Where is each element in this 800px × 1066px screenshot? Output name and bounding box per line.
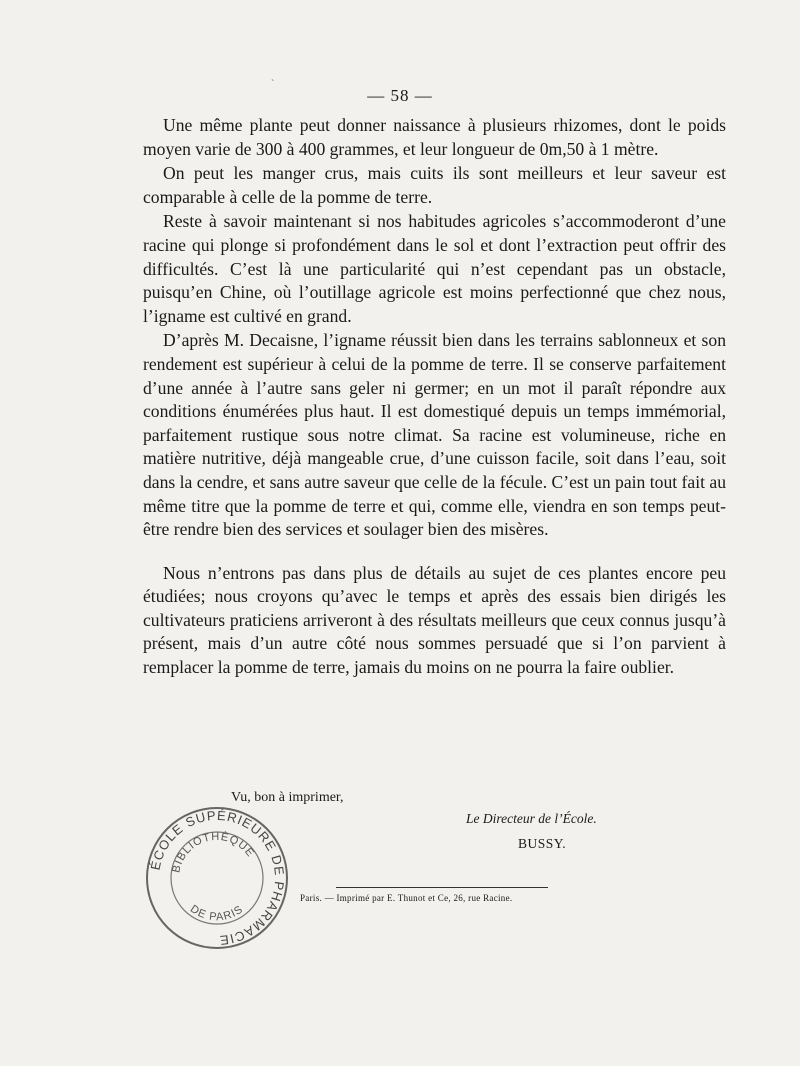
- stray-mark: ˋ: [271, 79, 275, 90]
- library-stamp: [144, 805, 290, 951]
- paragraph-decaisne: D’après M. Decaisne, l’igname réussit bien dans les terrains sablonneux et son rendement est supérieur à celui de la pomme de terre. Il se conserve parfaitement d’une année à l’autre sans geler ni germer; en un mot il paraît répondre aux conditions énumérées plus haut. Il est domestiqué depuis un temps immémorial, parfaitement rustique sous notre climat. Sa racine est volumineuse, riche en matière nutritive, déjà mangeable crue, d’une cuisson facile, soit dans l’eau, soit dans la cendre, et sans autre saveur que celle de la fécule. C’est un pain tout fait au même titre que la pomme de terre et qui, comme elle, viendra en son temps peut-être rendre bien des services et soulager bien des misères.: [143, 330, 726, 540]
- director-signature: BUSSY.: [518, 836, 567, 851]
- paragraph-conclusion: Nous n’entrons pas dans plus de détails au sujet de ces plantes encore peu étudiées; nous croyons qu’avec le temps et après des essais bien dirigés les cultivateurs praticiens arriveront à des résultats meilleurs que ceux connus jusqu’à présent, mais d’un autre côté nous sommes persuadé que si l’on parvient à remplacer la pomme de terre, jamais du moins on ne pourra la faire oublier.: [143, 562, 726, 678]
- svg-text:ÉCOLE SUPÉRIEURE DE PHARMACIE: ÉCOLE SUPÉRIEURE DE PHARMACIE: [147, 807, 288, 949]
- svg-text:DE PARIS: DE PARIS: [187, 902, 246, 924]
- paragraph-agriculture: Reste à savoir maintenant si nos habitudes agricoles s’accommoderont d’une racine qui plonge si profondément dans le sol et dont l’extraction peut offrir des difficultés. C’est là une particularité qui n’est cependant pas un obstacle, puisqu’en Chine, où l’outillage agricole est moins perfectionné que chez nous, l’igname est cultivé en grand.: [143, 211, 726, 326]
- page-number: — 58 —: [367, 86, 433, 105]
- body-text: [143, 114, 726, 681]
- svg-text:BIBLIOTHÈQUE: BIBLIOTHÈQUE: [170, 830, 257, 874]
- imprimatur-line: Vu, bon à imprimer,: [231, 790, 344, 805]
- director-title: Le Directeur de l’École.: [466, 811, 597, 826]
- printer-line: Paris. — Imprimé par E. Thunot et Ce, 26, rue Racine.: [300, 893, 513, 903]
- paragraph-rhizomes: Une même plante peut donner naissance à plusieurs rhizomes, dont le poids moyen varie de 300 à 400 grammes, et leur longueur de 0m,50 à 1 mètre.: [143, 115, 726, 159]
- stamp-seal-icon: [144, 805, 290, 951]
- paragraph-eating: On peut les manger crus, mais cuits ils sont meilleurs et leur saveur est comparable à celle de la pomme de terre.: [143, 163, 726, 207]
- footer-rule: [336, 887, 548, 888]
